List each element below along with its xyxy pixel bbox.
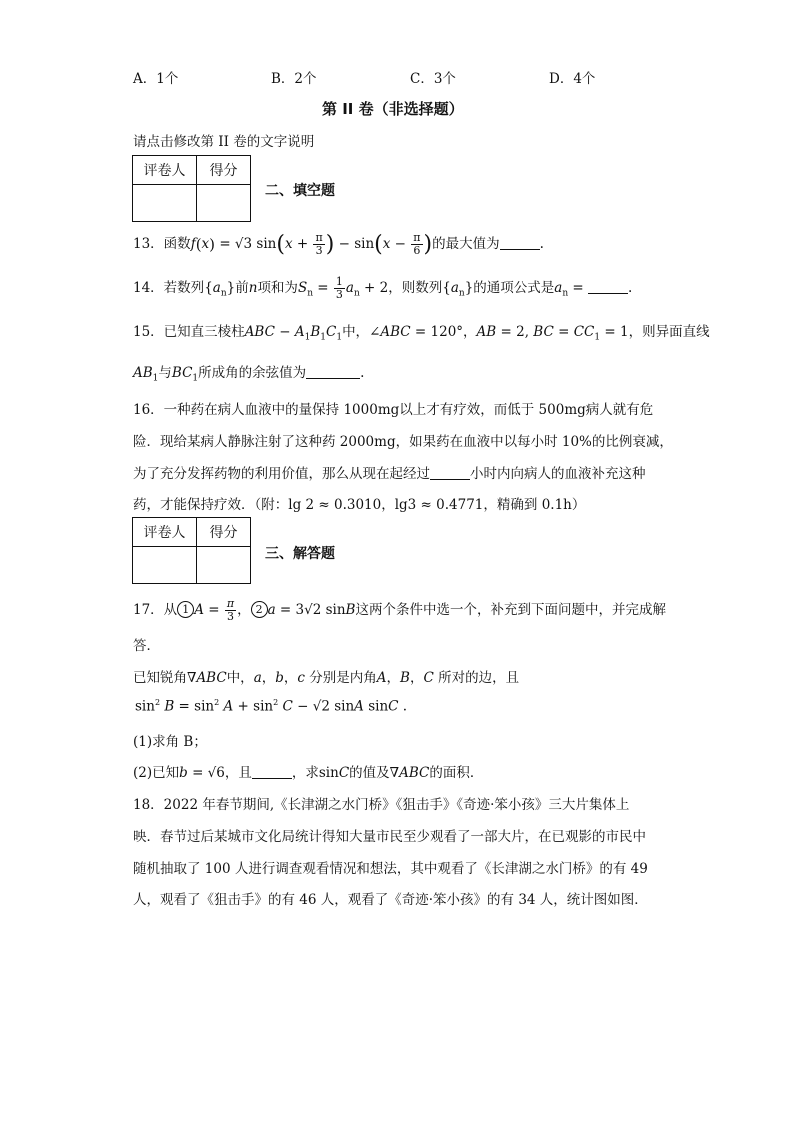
question-17-part1: (1)求角 B； bbox=[133, 734, 207, 750]
question-17-part2: (2)已知b = √6，且 ，求sinC的值及∇ABC的面积． bbox=[133, 765, 484, 781]
part2-title: 第 II 卷（非选择题） bbox=[322, 100, 464, 118]
answer-blank[interactable] bbox=[252, 764, 292, 779]
option-d: D．4个 bbox=[549, 71, 596, 87]
question-15: 15．已知直三棱柱ABC − $A_1B_1C_1$中，∠ABC = 120°，AB = 2, BC = $CC_1 = 1$，则异面直线 bbox=[133, 324, 710, 343]
question-16-line1: 16．一种药在病人血液中的量保持 1000mg以上才有疗效，而低于 500mg病人就有危 bbox=[133, 402, 654, 418]
question-18-line2: 映．春节过后某城市文化局统计得知大量市民至少观看了一部大片，在已观影的市民中 bbox=[133, 829, 646, 845]
question-18-line1: 18．2022 年春节期间,《长津湖之水门桥》《狙击手》《奇迹·笨小孩》三大片集体上 bbox=[133, 797, 630, 813]
question-13: 13．函数f(x) = √3 sin(x + $\frac{\pi}{3}$ ) − sin(x − $\frac{\pi}{6}$ )的最大值为 . bbox=[133, 231, 544, 257]
score-header: 得分 bbox=[197, 518, 251, 547]
question-17: 17．从 1 A = $\frac{\pi}{3}$ ， 2 a = 3√2 sinB这两个条件中选一个，补充到下面问题中，并完成解 bbox=[133, 597, 666, 623]
score-table bbox=[132, 155, 251, 222]
score-table-2 bbox=[132, 517, 251, 584]
section-fill-blank: 二、填空题 bbox=[265, 183, 335, 199]
grader-header: 评卷人 bbox=[133, 518, 197, 547]
question-16-line3: 为了充分发挥药物的利用价值，那么从现在起经过 小时内向病人的血液补充这种 bbox=[133, 466, 646, 482]
option-a: A．1个 bbox=[133, 71, 179, 87]
answer-blank[interactable] bbox=[430, 465, 470, 480]
answer-blank[interactable] bbox=[500, 235, 540, 250]
option-c: C．3个 bbox=[410, 71, 456, 87]
section-answer: 三、解答题 bbox=[265, 546, 335, 562]
answer-blank[interactable] bbox=[306, 364, 360, 379]
question-18-line4: 人，观看了《狙击手》的有 46 人，观看了《奇迹·笨小孩》的有 34 人，统计图如图． bbox=[133, 892, 648, 908]
score-cell[interactable] bbox=[197, 185, 251, 222]
question-15-line2: $AB_1$与$BC_1$所成角的余弦值为 . bbox=[133, 365, 365, 384]
option-b: B．2个 bbox=[271, 71, 317, 87]
grader-header: 评卷人 bbox=[133, 156, 197, 185]
grader-cell[interactable] bbox=[133, 547, 197, 584]
answer-blank[interactable] bbox=[588, 279, 628, 294]
score-header: 得分 bbox=[197, 156, 251, 185]
question-17-line2: 答． bbox=[133, 638, 160, 654]
grader-cell[interactable] bbox=[133, 185, 197, 222]
question-16-line2: 险．现给某病人静脉注射了这种药 2000mg，如果药在血液中以每小时 10%的比例衰减， bbox=[133, 434, 673, 450]
part2-note: 请点击修改第 II 卷的文字说明 bbox=[133, 134, 315, 150]
question-17-line3: 已知锐角∇ABC中，a，b，c 分别是内角A，B，C 所对的边，且 bbox=[133, 670, 520, 686]
question-18-line3: 随机抽取了 100 人进行调查观看情况和想法，其中观看了《长津湖之水门桥》的有 49 bbox=[133, 861, 648, 877]
question-16-line4: 药，才能保持疗效．（附：lg 2 ≈ 0.3010，lg3 ≈ 0.4771，精确到 0.1h） bbox=[133, 497, 586, 513]
question-14: 14．若数列$\{a_n\}$前n项和为$S_n$ = $\frac{1}{3}$ $a_n + 2$，则数列$\{a_n\}$的通项公式是$a_n$ = . bbox=[133, 275, 633, 301]
question-17-equation: $\sin^2 B = \sin^2 A + \sin^2 C - √2$ sinA sinC . bbox=[135, 698, 408, 715]
score-cell[interactable] bbox=[197, 547, 251, 584]
